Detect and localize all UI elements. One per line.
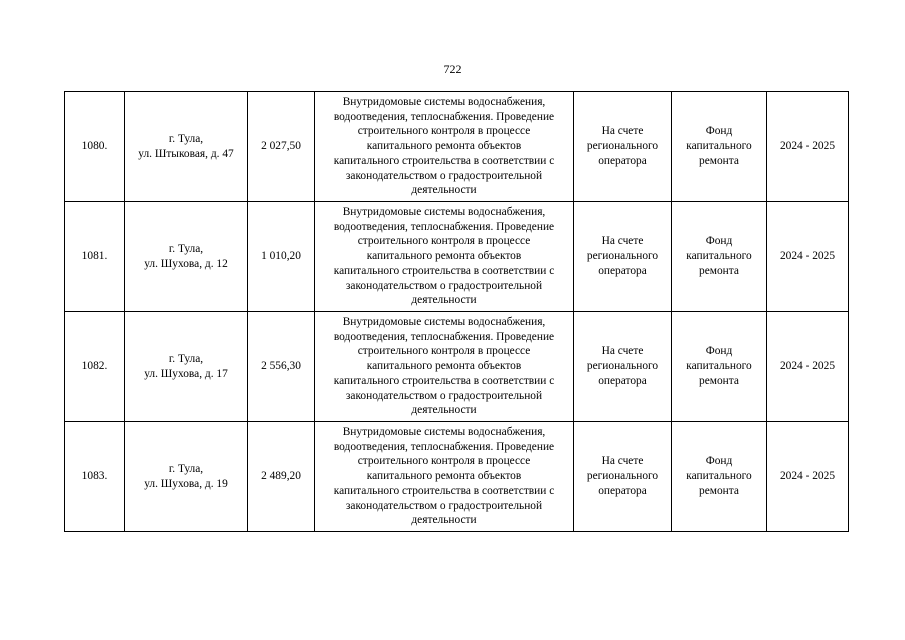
funding-source-cell-line: капитального (686, 360, 752, 373)
funding-source-cell-line: Фонд (705, 235, 733, 248)
funding-source-cell-line: Фонд (705, 125, 733, 138)
repair-program-table (64, 91, 849, 532)
account-cell-line: регионального (586, 360, 659, 373)
funding-source-cell-line: капитального (686, 470, 752, 483)
cost-cell: 2 489,20 (248, 422, 315, 532)
account-cell-line: оператора (598, 264, 647, 277)
table-row (65, 422, 849, 532)
address-cell-line: г. Тула, (168, 132, 204, 145)
work-description-cell (315, 202, 574, 312)
row-number: 1082. (65, 312, 125, 422)
work-description-cell (315, 92, 574, 202)
period-cell: 2024 - 2025 (767, 92, 849, 202)
work-description-cell-line: капитального строительства в соответствии с (333, 264, 555, 277)
address-cell-line: ул. Шухова, д. 17 (144, 367, 228, 380)
work-description-cell-line: строительного контроля в процессе (357, 125, 531, 138)
funding-source-cell-line: Фонд (705, 455, 733, 468)
cost-cell: 2 027,50 (248, 92, 315, 202)
work-description-cell-line: капитального ремонта объектов (366, 140, 522, 153)
funding-source-cell-line: ремонта (699, 154, 739, 167)
work-description-cell (315, 312, 574, 422)
row-number: 1083. (65, 422, 125, 532)
funding-source-cell (672, 312, 767, 422)
account-cell-line: регионального (586, 140, 659, 153)
funding-source-cell-line: ремонта (699, 484, 739, 497)
work-description-cell-line: строительного контроля в процессе (357, 455, 531, 468)
funding-source-cell-line: капитального (686, 140, 752, 153)
work-description-cell-line: водоотведения, теплоснабжения. Проведение (333, 220, 555, 233)
work-description-cell-line: капитального ремонта объектов (366, 360, 522, 373)
work-description-cell-line: капитального строительства в соответствии с (333, 484, 555, 497)
table-body (65, 92, 849, 532)
funding-source-cell-line: капитального (686, 250, 752, 263)
address-cell (125, 202, 248, 312)
work-description-cell-line: капитального строительства в соответствии с (333, 154, 555, 167)
account-cell-line: оператора (598, 374, 647, 387)
row-number: 1081. (65, 202, 125, 312)
account-cell-line: На счете (601, 345, 644, 358)
work-description-cell-line: деятельности (411, 294, 477, 307)
work-description-cell-line: деятельности (411, 184, 477, 197)
account-cell-line: регионального (586, 250, 659, 263)
work-description-cell-line: законодательством о градостроительной (345, 499, 543, 512)
account-cell-line: На счете (601, 235, 644, 248)
work-description-cell-line: строительного контроля в процессе (357, 235, 531, 248)
work-description-cell-line: деятельности (411, 404, 477, 417)
work-description-cell-line: водоотведения, теплоснабжения. Проведение (333, 330, 555, 343)
work-description-cell-line: строительного контроля в процессе (357, 345, 531, 358)
funding-source-cell-line: ремонта (699, 264, 739, 277)
funding-source-cell-line: Фонд (705, 345, 733, 358)
account-cell-line: оператора (598, 484, 647, 497)
account-cell-line: регионального (586, 470, 659, 483)
address-cell (125, 312, 248, 422)
work-description-cell-line: капитального ремонта объектов (366, 250, 522, 263)
funding-source-cell (672, 92, 767, 202)
cost-cell: 2 556,30 (248, 312, 315, 422)
account-cell (574, 202, 672, 312)
work-description-cell-line: законодательством о градостроительной (345, 389, 543, 402)
work-description-cell-line: Внутридомовые системы водоснабжения, (342, 205, 546, 218)
account-cell (574, 312, 672, 422)
page-number: 722 (443, 62, 462, 76)
work-description-cell-line: законодательством о градостроительной (345, 279, 543, 292)
table-row (65, 92, 849, 202)
row-number: 1080. (65, 92, 125, 202)
work-description-cell-line: Внутридомовые системы водоснабжения, (342, 425, 546, 438)
address-cell-line: ул. Шухова, д. 12 (144, 257, 228, 270)
funding-source-cell (672, 202, 767, 312)
work-description-cell-line: Внутридомовые системы водоснабжения, (342, 95, 546, 108)
period-cell: 2024 - 2025 (767, 312, 849, 422)
account-cell (574, 92, 672, 202)
account-cell (574, 422, 672, 532)
address-cell-line: г. Тула, (168, 352, 204, 365)
address-cell-line: ул. Штыковая, д. 47 (138, 147, 234, 160)
work-description-cell-line: Внутридомовые системы водоснабжения, (342, 315, 546, 328)
cost-cell: 1 010,20 (248, 202, 315, 312)
account-cell-line: На счете (601, 125, 644, 138)
table-row (65, 202, 849, 312)
account-cell-line: На счете (601, 455, 644, 468)
work-description-cell-line: водоотведения, теплоснабжения. Проведение (333, 440, 555, 453)
work-description-cell-line: капитального строительства в соответствии с (333, 374, 555, 387)
work-description-cell (315, 422, 574, 532)
work-description-cell-line: водоотведения, теплоснабжения. Проведение (333, 110, 555, 123)
period-cell: 2024 - 2025 (767, 202, 849, 312)
table-row (65, 312, 849, 422)
address-cell-line: ул. Шухова, д. 19 (144, 477, 228, 490)
work-description-cell-line: законодательством о градостроительной (345, 169, 543, 182)
period-cell: 2024 - 2025 (767, 422, 849, 532)
funding-source-cell (672, 422, 767, 532)
address-cell-line: г. Тула, (168, 462, 204, 475)
address-cell-line: г. Тула, (168, 242, 204, 255)
work-description-cell-line: деятельности (411, 514, 477, 527)
account-cell-line: оператора (598, 154, 647, 167)
work-description-cell-line: капитального ремонта объектов (366, 470, 522, 483)
address-cell (125, 422, 248, 532)
funding-source-cell-line: ремонта (699, 374, 739, 387)
address-cell (125, 92, 248, 202)
